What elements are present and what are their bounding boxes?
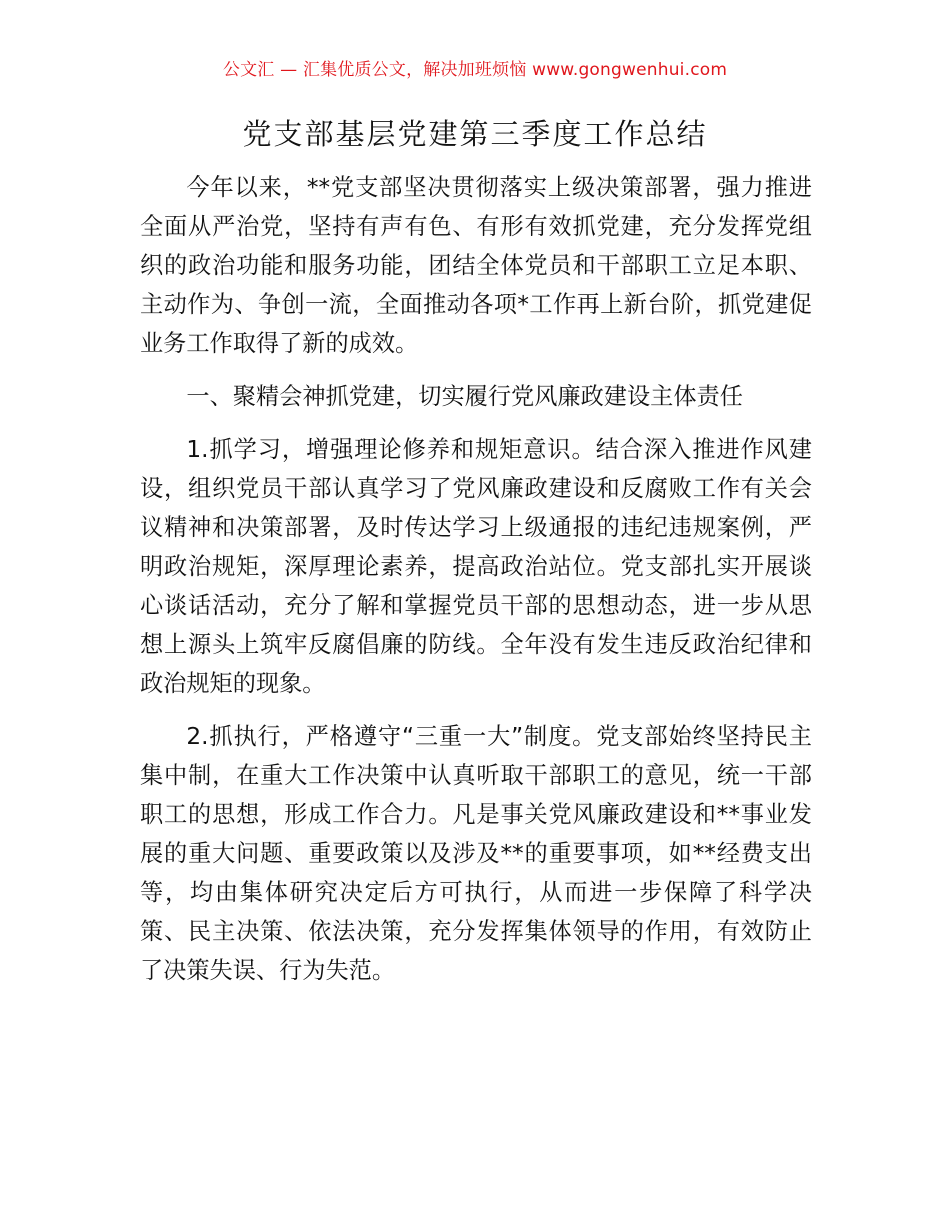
document-body — [140, 168, 812, 990]
intro-paragraph: 今年以来，**党支部坚决贯彻落实上级决策部署，强力推进全面从严治党，坚持有声有色、有形有效抓党建，充分发挥党组织的政治功能和服务功能，团结全体党员和干部职工立足本职、主动作为、争创一流，全面推动各项*工作再上新台阶，抓党建促业务工作取得了新的成效。 — [140, 174, 812, 357]
header-banner[interactable]: 公文汇 — 汇集优质公文，解决加班烦恼 www.gongwenhui.com — [222, 60, 728, 80]
section-heading-1: 一、聚精会神抓党建，切实履行党风廉政建设主体责任 — [186, 383, 743, 410]
paragraph-item-1: 1.抓学习，增强理论修养和规矩意识。结合深入推进作风建设，组织党员干部认真学习了党风廉政建设和反腐败工作有关会议精神和决策部署，及时传达学习上级通报的违纪违规案例，严明政治规矩，深厚理论素养，提高政治站位。党支部扎实开展谈心谈话活动，充分了解和掌握党员干部的思想动态，进一步从思想上源头上筑牢反腐倡廉的防线。全年没有发生违反政治纪律和政治规矩的现象。 — [140, 436, 812, 697]
paragraph-item-2: 2.抓执行，严格遵守“三重一大”制度。党支部始终坚持民主集中制，在重大工作决策中认真听取干部职工的意见，统一干部职工的思想，形成工作合力。凡是事关党风廉政建设和**事业发展的重大问题、重要政策以及涉及**的重要事项，如**经费支出等，均由集体研究决定后方可执行，从而进一步保障了科学决策、民主决策、依法决策，充分发挥集体领导的作用，有效防止了决策失误、行为失范。 — [140, 723, 812, 984]
page-title: 党支部基层党建第三季度工作总结 — [242, 117, 708, 151]
